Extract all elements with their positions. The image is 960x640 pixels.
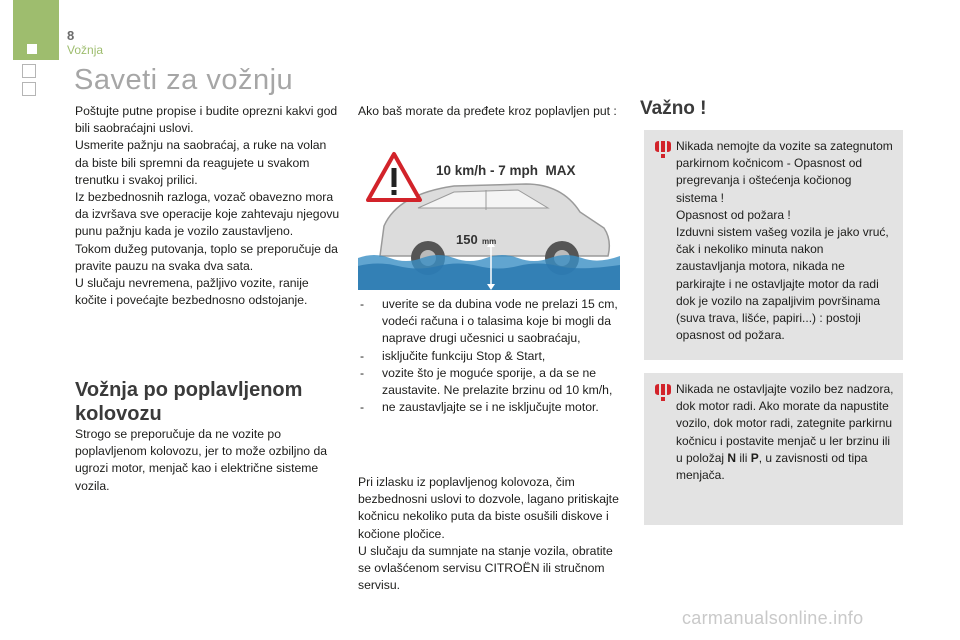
gear-position-n: N — [727, 450, 737, 465]
important-heading: Važno ! — [640, 98, 707, 119]
section-marker — [27, 44, 37, 54]
warning-box-parking-brake — [644, 130, 903, 360]
section-label: Vožnja — [67, 43, 104, 57]
flood-heading: Vožnja po poplavljenom kolovozu — [75, 379, 303, 425]
watermark: carmanualsonline.info — [682, 608, 864, 628]
section-tab — [13, 0, 59, 60]
text-segment: , u zavisnosti od tipa menjača. — [676, 450, 868, 483]
text-segment: Nikada ne ostavljajte vozilo bez nadzora, dok motor radi. Ako morate da napustite vozilo, dok motor radi, zategnite parkirnu kočnicu i postavite menjač u ler brzinu ili u položaj — [676, 382, 894, 465]
warning-triangle-icon — [368, 154, 420, 200]
depth-value: 150 — [456, 232, 478, 247]
depth-unit: mm — [482, 237, 497, 246]
after-flood-text: Pri izlasku iz poplavljenog kolovoza, čim bezbednosni uslovi to dozvole, lagano pritiskajte kočnicu nekoliko puta da biste osušili diskove i kočione pločice. U slučaju da sumnjate na stanje vozila, obratite se ovlašćenom servisu CITROËN ili stručnom servisu. — [358, 475, 619, 593]
warning-icon — [654, 383, 672, 401]
list-item: - isključite funkciju Stop & Start, — [358, 348, 626, 365]
warning-icon — [654, 140, 672, 158]
page-title: Saveti za vožnju — [74, 64, 294, 96]
speed-limit-label: 10 km/h - 7 mph MAX — [436, 163, 576, 178]
list-item: - ne zaustavljajte se i ne isključujte motor. — [358, 399, 626, 416]
intro-text: Poštujte putne propise i budite oprezni kakvi god bili saobraćajni uslovi. Usmerite pažnju na saobraćaj, a ruke na volan da biste bili spremni da reagujete u svakom trenutku i svakoj prilici. Iz bezbednosnih razloga, vozač obavezno mora da izvršava sve operacije koje zahtevaju njegovu punu pažnju kada je vozilo zaustavljeno. Tokom dužeg putovanja, toplo se preporučuje da pravite pauzu na svaka dva sata. U slučaju nevremena, pažljivo vozite, ranije kočite i povećajte bezbednosno odstojanje. — [75, 104, 340, 308]
flood-illustration-svg — [358, 148, 620, 290]
flood-intro-text: Ako baš morate da pređete kroz poplavljen put : — [358, 104, 617, 118]
flood-instructions-list — [358, 296, 626, 416]
page-number: 8 — [67, 28, 75, 43]
nav-square — [22, 82, 36, 96]
warning-text: Nikada nemojte da vozite sa zategnutom parkirnom kočnicom - Opasnost od pregrevanja i oštećenja kočionog sistema ! Opasnost od požara ! Izduvni sistem vašeg vozila je jako vruć, čak i nekoliko minuta nakon zaustavljanja motora, nikada ne parkirajte i ne ostavljajte motor da radi dok je vozilo na zapaljivim površinama (suva trava, lišće, papiri...) : postoji opasnost od požara. — [676, 139, 893, 343]
gear-position-p: P — [750, 450, 759, 465]
flood-illustration — [358, 148, 620, 290]
list-item: - vozite što je moguće sporije, a da se ne zaustavite. Ne prelazite brzinu od 10 km/h, — [358, 365, 626, 399]
nav-square — [22, 64, 36, 78]
warning-text — [676, 381, 894, 484]
flood-text: Strogo se preporučuje da ne vozite po poplavljenom kolovozu, jer to može ozbiljno da ugrozi motor, menjač kao i električne sisteme vozila. — [75, 427, 328, 493]
text-segment: ili — [736, 450, 751, 465]
warning-box-unattended — [644, 373, 903, 525]
list-item: - uverite se da dubina vode ne prelazi 15 cm, vodeći računa i o talasima koje bi mogli da naprave drugi učesnici u saobraćaju, — [358, 296, 626, 348]
